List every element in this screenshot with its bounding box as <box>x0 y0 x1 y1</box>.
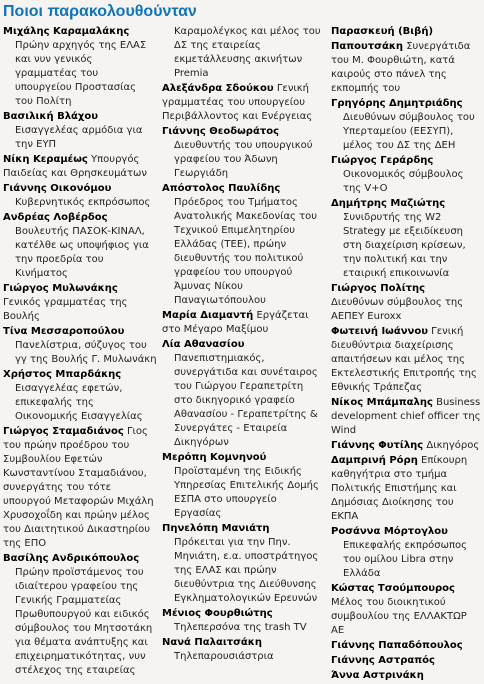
person-entry <box>3 110 157 152</box>
person-name: Ροσάννα Μόρτογλου <box>331 526 448 537</box>
person-entry <box>162 82 324 124</box>
person-entry <box>162 522 324 606</box>
person-entry <box>331 25 481 39</box>
person-name: Γιώργος Πολίτης <box>331 283 426 294</box>
person-name: Απόστολος Παυλίδης <box>162 183 281 194</box>
person-entry <box>3 368 157 424</box>
person-entry <box>331 525 481 581</box>
person-name: Μερόπη Κομνηνού <box>162 452 267 463</box>
person-entry <box>331 639 481 653</box>
person-description: Οικονομικός σύμβουλος της V+O <box>343 169 464 194</box>
person-description: Τηλεπαρουσιάστρια <box>174 651 274 662</box>
person-entry <box>3 425 157 551</box>
person-name: Μιχάλης Καραμαλάκης <box>3 26 130 37</box>
person-name: Νίκος Μπάμπαλης <box>331 397 433 408</box>
person-description: Τηλεπερσόνα της trash TV <box>174 622 307 633</box>
person-name: Άννα Αστρινάκη <box>331 670 424 681</box>
person-description: Δικηγόρος <box>426 440 480 451</box>
person-description: Πρόκειται για την Πην. Μηνιάτη, ε.α. υποστράτηγος της ΕΛΑΣ και πρώην διευθύντρια της Διεύθυνσης Εγκληματολογικών Ερευνών <box>174 537 319 604</box>
person-description: Καραμολέγκος και μέλος του ΔΣ της εταιρείας εκμετάλλευσης ακινήτων Premia <box>174 26 321 79</box>
person-entry <box>162 125 324 181</box>
person-description: Επικεφαλής εκπρόσωπος του ομίλου Libra στην Ελλάδα <box>343 540 468 579</box>
person-name: Γιάννης Αστραπός <box>331 655 435 666</box>
person-entry <box>3 282 157 324</box>
person-name: Γιώργος Σταμαδιάνος <box>3 426 124 437</box>
person-description: Πανεπιστημιακός, συνεργάτιδα και συνέταιρος του Γιώργου Γεραπετρίτη στο δικηγορικό γραφείο Αθανασίου - Γεραπετρίτης & Συνεργάτες - Εταιρεία Δικηγόρων <box>174 353 318 448</box>
person-description: Εισαγγελέας εφετών, επικεφαλής της Οικονομικής Εισαγγελίας <box>15 383 143 422</box>
person-entry <box>162 636 324 664</box>
person-name: Γιάννης Οικονόμου <box>3 183 112 194</box>
person-entry <box>331 396 481 438</box>
person-name: Δαμπρινή Ρόρη <box>331 455 418 466</box>
person-entry <box>162 25 324 81</box>
person-name: Παρασκευή (Βιβή) <box>331 26 434 37</box>
person-description: Μέλος του διοικητικού συμβουλίου της ΕΛΛΑΚΤΩΡ ΑΕ <box>331 597 467 636</box>
person-name: Ανδρέας Λοβέρδος <box>3 212 108 223</box>
person-entry <box>331 654 481 668</box>
person-description: Διευθύνων σύμβουλος του Υπερταμείου (ΕΕΣΥΠ), μέλος του ΔΣ της ΔΕΗ <box>343 112 475 151</box>
person-name: Βασιλική Βλάχου <box>3 111 98 122</box>
person-name: Αλεξάνδρα Σδούκου <box>162 83 274 94</box>
person-description: Επίκουρη καθηγήτρια στο τμήμα Πολιτικής Επιστήμης και Δημόσιας Διοίκησης του ΕΚΠΑ <box>331 455 468 522</box>
person-entry <box>331 97 481 153</box>
person-entry <box>162 607 324 635</box>
person-description: Συνιδρυτής της W2 Strategy με εξειδίκευση στη διαχείριση κρίσεων, την πολιτική και την εταιρική επικοινωνία <box>343 212 466 279</box>
person-name: Φωτεινή Ιωάννου <box>331 326 428 337</box>
person-description: Εισαγγελέας αρμόδια για την ΕΥΠ <box>15 125 143 150</box>
person-entry <box>162 451 324 521</box>
person-entry <box>331 454 481 524</box>
person-entry <box>331 325 481 395</box>
person-name: Βασίλης Ανδρικόπουλος <box>3 553 140 564</box>
person-description: Πρώην προϊστάμενος του ιδιαίτερου γραφείου της Γενικής Γραμματείας Πρωθυπουργού και ειδικός σύμβουλος του Μητσοτάκη για θέματα ανάπτυξης και επιχειρηματικότητας, νυν στέλεχος της εταιρείας <box>15 567 153 676</box>
person-name: Γιάννης Παπαδόπουλος <box>331 640 463 651</box>
person-name: Χρήστος Μπαρδάκης <box>3 369 122 380</box>
person-name: Νανά Παλαιτσάκη <box>162 637 262 648</box>
person-entry <box>162 182 324 308</box>
person-entry <box>3 182 157 210</box>
column-2 <box>162 25 324 665</box>
person-description: Κυβερνητικός εκπρόσωπος <box>15 197 151 208</box>
person-entry <box>3 552 157 678</box>
person-description: Διευθυντής του υπουργικού γραφείου του Άδωνη Γεωργιάδη <box>174 140 313 179</box>
person-name: Κώστας Τσούμπουρος <box>331 583 455 594</box>
person-description: Γενική διευθύντρια διαχείρισης απαιτήσεων και μέλος της Εκτελεστικής Επιτροπής της Εθνικής Τράπεζας <box>331 326 477 393</box>
person-description: Εργάζεται στο Μέγαρο Μαξίμου <box>162 310 309 335</box>
person-entry <box>3 25 157 109</box>
person-name: Γιάννης Φυτίλης <box>331 440 424 451</box>
person-name: Τίνα Μεσσαροπούλου <box>3 326 125 337</box>
page-title: Ποιοι παρακολουθούνταν <box>3 3 197 20</box>
person-description: Διευθύνων σύμβουλος της ΑΕΠΕΥ Euroxx <box>331 297 464 322</box>
person-name: Γιάννης Θεοδωράτος <box>162 126 279 137</box>
person-description: Γιος του πρώην προέδρου του Συμβουλίου Εφετών Κωνσταντίνου Σταμαδιάνου, συνεργάτης του τότε υπουργού Μεταφορών Μιχάλη Χρυσοχοΐδη και πρώην μέλος του Διαιτητικού Δικαστηρίου της ΕΠΟ <box>3 426 154 549</box>
person-name: Παπουτσάκη <box>331 41 404 52</box>
person-name: Γιώργος Γεράρδης <box>331 155 434 166</box>
person-entry <box>331 582 481 638</box>
person-entry <box>331 197 481 281</box>
person-entry <box>3 153 157 181</box>
person-name: Νίκη Κεραμέως <box>3 154 88 165</box>
person-entry <box>331 154 481 196</box>
person-description: Συνεργάτιδα του Μ. Φουρθιώτη, κατά καιρούς στο πάνελ της εκπομπής του <box>331 41 471 94</box>
person-name: Μένιος Φουρθιώτης <box>162 608 273 619</box>
person-entry <box>3 211 157 281</box>
person-entry <box>331 282 481 324</box>
person-description: Υπουργός Παιδείας και Θρησκευμάτων <box>3 154 148 179</box>
person-entry <box>331 40 481 96</box>
person-entry <box>162 309 324 337</box>
person-name: Γιώργος Μυλωνάκης <box>3 283 118 294</box>
person-description: Προϊσταμένη της Ειδικής Υπηρεσίας Επιτελικής Δομής ΕΣΠΑ στο υπουργείο Εργασίας <box>174 466 319 519</box>
person-description: Γενικός γραμματέας της Βουλής <box>3 297 128 322</box>
person-name: Πηνελόπη Μανιάτη <box>162 523 270 534</box>
person-description: Πανελίστρια, σύζυγος του γγ της Βουλής Γ. Μυλωνάκη <box>15 340 157 365</box>
person-description: Πρόεδρος του Τμήματος Ανατολικής Μακεδονίας του Τεχνικού Επιμελητηρίου Ελλάδας (ΤΕΕ), πρώην διευθυντής του πολιτικού γραφείου του υπουργού Άμυνας Νίκου Παναγιωτόπουλου <box>174 197 318 306</box>
person-entry <box>331 439 481 453</box>
person-description: Γενική γραμματέας του υπουργείου Περιβάλλοντος και Ενέργειας <box>162 83 313 122</box>
column-1 <box>3 25 157 679</box>
person-entry <box>162 338 324 450</box>
column-3 <box>331 25 481 684</box>
person-description: Πρώην αρχηγός της ΕΛΑΣ και νυν γενικός γραμματέας του υπουργείου Προστασίας του Πολίτη <box>15 40 147 107</box>
person-description: Βουλευτής ΠΑΣΟΚ-ΚΙΝΑΛ, κατέλθε ως υποψήφιος για την προεδρία του Κινήματος <box>15 226 149 279</box>
person-entry <box>331 669 481 683</box>
person-name: Λία Αθανασίου <box>162 339 245 350</box>
person-name: Μαρία Διαμαντή <box>162 310 254 321</box>
person-description: Business development chief officer της Wind <box>331 397 481 436</box>
person-name: Γρηγόρης Δημητριάδης <box>331 98 463 109</box>
person-name: Δημήτρης Μαζιώτης <box>331 198 446 209</box>
person-entry <box>3 325 157 367</box>
